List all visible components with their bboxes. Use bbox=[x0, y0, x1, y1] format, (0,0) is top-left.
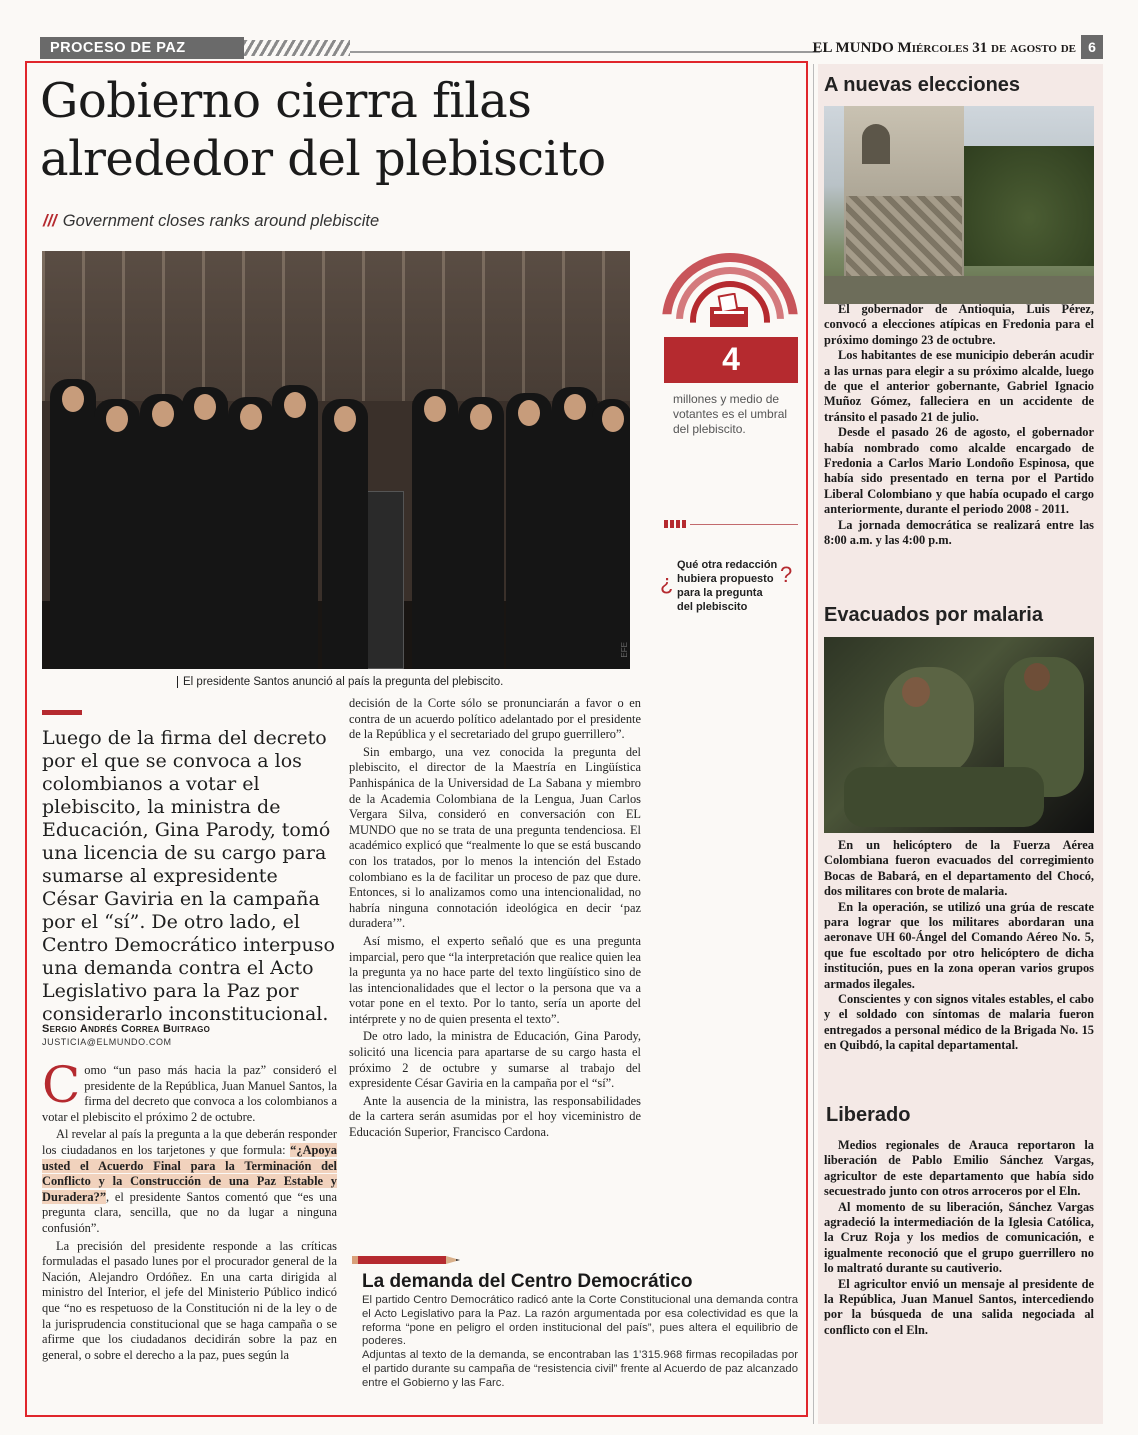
subtitle-text: Government closes ranks around plebiscite bbox=[62, 212, 380, 230]
question-open-mark: ¿ bbox=[660, 570, 674, 595]
ballot-box-icon bbox=[706, 293, 752, 329]
byline-name: Sergio Andrés Correa Buitrago bbox=[42, 1023, 211, 1035]
elections-paragraph-3: Desde el pasado 26 de agosto, el gobernador había nombrado como alcalde encargado de Fredonia a Carlos Mario Londoño Espinosa, que había sido presentado en terna por el Partido Liberal Colombiano y que había ocupado el cargo anteriormente, durante el periodo 2008 - 2011. bbox=[824, 425, 1094, 517]
malaria-paragraph-3: Conscientes y con signos vitales estables, el cabo y el soldado con síntomas de malaria fueron entregados a personal médico de la Brigada No. 15 en Quibdó, la capital departamental. bbox=[824, 992, 1094, 1053]
question-text: Qué otra redacción hubiera propuesto para la pregunta del plebiscito bbox=[677, 559, 778, 613]
drop-cap: C bbox=[42, 1056, 81, 1114]
photo-caption bbox=[177, 676, 627, 688]
header-rule bbox=[350, 51, 820, 53]
malaria-paragraph-2: En la operación, se utilizó una grúa de rescate para lograr que los militares abordaran una aeronave UH 60-Ángel del Comando Aéreo No. 5, que fue escoltado por otro helicóptero de dicha institución, pues en la zona operan varios grupos armados ilegales. bbox=[824, 899, 1094, 991]
col1-paragraph-2b: , el presidente Santos comentó que “es una pregunta clara, sencilla, que no da lugar a ninguna confusión”. bbox=[42, 1189, 337, 1235]
masthead-name: EL MUNDO bbox=[812, 40, 894, 56]
sidebox-paragraph-2: Adjuntas al texto de la demanda, se encontraban las 1’315.968 firmas recopiladas por el partido durante su campaña de “resistencia civil” frente al Acuerdo de paz alcanzado entre el Gobierno y las Farc. bbox=[362, 1349, 798, 1389]
page-number: 6 bbox=[1081, 35, 1103, 59]
article-title bbox=[40, 72, 800, 188]
sidebar-released-text bbox=[824, 1138, 1094, 1338]
sidebar-title-released: Liberado bbox=[826, 1104, 911, 1126]
sidebar-elections-text bbox=[824, 302, 1094, 549]
photo-credit: EFE bbox=[620, 642, 629, 658]
sidebar-malaria-text bbox=[824, 838, 1094, 1054]
column-2 bbox=[349, 696, 641, 1143]
question-marker bbox=[664, 520, 686, 528]
main-photo bbox=[42, 251, 630, 669]
section-bar bbox=[40, 37, 1096, 59]
header-date: Miércoles 31 de agosto de bbox=[897, 40, 1076, 56]
col1-paragraph-1: omo “un paso más hacia la paz” consideró el presidente de la República, Juan Manuel Santos, la firma del decreto que convoca a los colombianos a votar el plebiscito el próximo 2 de octubre. bbox=[42, 1063, 337, 1124]
byline bbox=[42, 1023, 332, 1047]
elections-paragraph-1: El gobernador de Antioquia, Luis Pérez, convocó a elecciones atípicas en Fredonia para el próximo domingo 23 de octubre. bbox=[824, 302, 1094, 347]
photo-caption-text: El presidente Santos anunció al país la pregunta del plebiscito. bbox=[183, 676, 504, 688]
masthead bbox=[792, 37, 1092, 59]
title-line-1: Gobierno cierra filas bbox=[40, 73, 532, 129]
sidebar-title-malaria: Evacuados por malaria bbox=[824, 604, 1043, 626]
stat-number: 4 bbox=[722, 341, 740, 377]
pencil-icon bbox=[352, 1252, 460, 1262]
sidebox-title: La demanda del Centro Democrático bbox=[362, 1271, 693, 1292]
stat-graphic bbox=[664, 253, 798, 383]
stat-text: millones y medio de votantes es el umbral del plebiscito. bbox=[673, 392, 788, 436]
released-paragraph-2: Al momento de su liberación, Sánchez Vargas agradeció la intermediación de la Iglesia Católica, la Cruz Roja y los medios de comunicación, e igualmente reconoció que el grupo guerrillero no lo maltrató durante su cautiverio. bbox=[824, 1199, 1094, 1276]
church-photo bbox=[824, 106, 1094, 304]
subtitle-slashes: /// bbox=[43, 212, 57, 230]
col2-paragraph-1: decisión de la Corte sólo se pronunciarán a favor o en contra de un acuerdo político adelantado por el presidente de la República y el secretariado del grupo guerrillero”. bbox=[349, 696, 641, 742]
sidebar-title-elections: A nuevas elecciones bbox=[824, 74, 1021, 96]
col2-paragraph-2: Sin embargo, una vez conocida la pregunta del plebiscito, el director de la Maestría en Lingüística Panhispánica de la Universidad de La Sabana y miembro de la Academia Colombiana de la Lengua, Juan Carlos Vergara Silva, consideró en conversación con EL MUNDO que no se trata de una pregunta tendenciosa. El académico explicó que “realmente lo que se está buscando con los tratados, por lo menos la intención del Estado colombiano es la de facilitar un proceso de paz que dure. Entonces, si lo analizamos como una intencionalidad, no habría ninguna connotación ideológica en decir ‘paz duradera’”. bbox=[349, 744, 641, 931]
col2-paragraph-4: De otro lado, la ministra de Educación, Gina Parody, solicitó una licencia para apartarse de su cargo hasta el próximo 2 de octubre y sumarse al trabajo del expresidente César Gaviria en la campaña por el “sí”. bbox=[349, 1029, 641, 1091]
sidebox-paragraph-1: El partido Centro Democrático radicó ante la Corte Constitucional una demanda contra el Acto Legislativo para la Paz. La razón argumentada por esa colectividad es que la reforma “pone en peligro el orden institucional del país”, pues altera el equilibrio de poderes. bbox=[362, 1294, 798, 1348]
byline-email: JUSTICIA@ELMUNDO.COM bbox=[42, 1037, 172, 1047]
question-rule bbox=[690, 524, 798, 525]
malaria-paragraph-1: En un helicóptero de la Fuerza Aérea Colombiana fueron evacuados del corregimiento Bocas de Babará, en el departamento del Chocó, dos militares con brote de malaria. bbox=[824, 838, 1094, 899]
col2-paragraph-5: Ante la ausencia de la ministra, las responsabilidades de la cartera serán asumidas por el hoy viceministro de Educación Superior, Francisco Cardona. bbox=[349, 1093, 641, 1140]
column-1 bbox=[42, 1056, 337, 1365]
elections-paragraph-2: Los habitantes de ese municipio deberán acudir a las urnas para elegir a su próximo alcalde, luego de que el anterior gobernante, Gabriel Ignacio Muñoz Gómez, falleciera en un accidente de tránsito el pasado 21 de julio. bbox=[824, 348, 1094, 424]
released-paragraph-3: El agricultor envió un mensaje al presidente de la República, Juan Manuel Santos, intercediendo por la búsqueda de una salida negociada al conflicto con el Eln. bbox=[824, 1276, 1094, 1337]
question-close-mark: ? bbox=[780, 562, 793, 587]
col2-paragraph-3: Así mismo, el experto señaló que es una pregunta imparcial, pero que “la interpretación que realice quien lea la pregunta ya no hace parte del texto lingüístico sino de las intencionalidades que el lector o la persona que va a votar pone en el texto. Por lo tanto, sería un aporte del intérprete y no de quien presenta el texto”. bbox=[349, 933, 641, 1026]
plebiscite-question: “¿Apoya usted el Acuerdo Final para la Terminación del Conflicto y la Construcción de una Paz Estable y Duradera?” bbox=[42, 1142, 337, 1204]
lead-marker bbox=[42, 710, 82, 715]
section-hatch bbox=[244, 40, 350, 56]
col1-paragraph-3: La precisión del presidente responde a las críticas formuladas el pasado lunes por el procurador general de la Nación, Alejandro Ordóñez. En una carta dirigida al ministro del Interior, el jefe del Ministerio Público indicó que “no es respetuoso de la Constitución ni de la ley o de la jurisprudencia constitucional que se haga campaña o se afirme que los ciudadanos decidirán sobre la paz en general, o sobre el derecho a la paz, pues según la bbox=[42, 1238, 337, 1362]
sidebox bbox=[362, 1270, 798, 1391]
lead-text: Luego de la firma del decreto por el que se convoca a los colombianos a votar el plebiscito, la ministra de Educación, Gina Parody, tomó una licencia de su cargo para sumarse al expresidente César Gaviria en la campaña por el “sí”. De otro lado, el Centro Democrático interpuso una demanda contra el Acto Legislativo para la Paz por considerarlo inconstitucional. bbox=[42, 727, 335, 1025]
subtitle bbox=[43, 212, 743, 231]
evacuation-photo bbox=[824, 637, 1094, 833]
title-line-2: alrededor del plebiscito bbox=[40, 131, 606, 187]
released-paragraph-1: Medios regionales de Arauca reportaron la liberación de Pablo Emilio Sánchez Vargas, agricultor de este departamento que había sido secuestrado junto con otros arroceros por el Eln. bbox=[824, 1138, 1094, 1199]
col1-paragraph-2a: Al revelar al país la pregunta a la que deberán responder los ciudadanos en los tarjetones y que formula: bbox=[42, 1127, 337, 1157]
section-label: PROCESO DE PAZ bbox=[40, 37, 244, 59]
elections-paragraph-4: La jornada democrática se realizará entre las 8:00 a.m. y las 4:00 p.m. bbox=[824, 517, 1094, 548]
sidebar-divider bbox=[813, 64, 814, 1424]
